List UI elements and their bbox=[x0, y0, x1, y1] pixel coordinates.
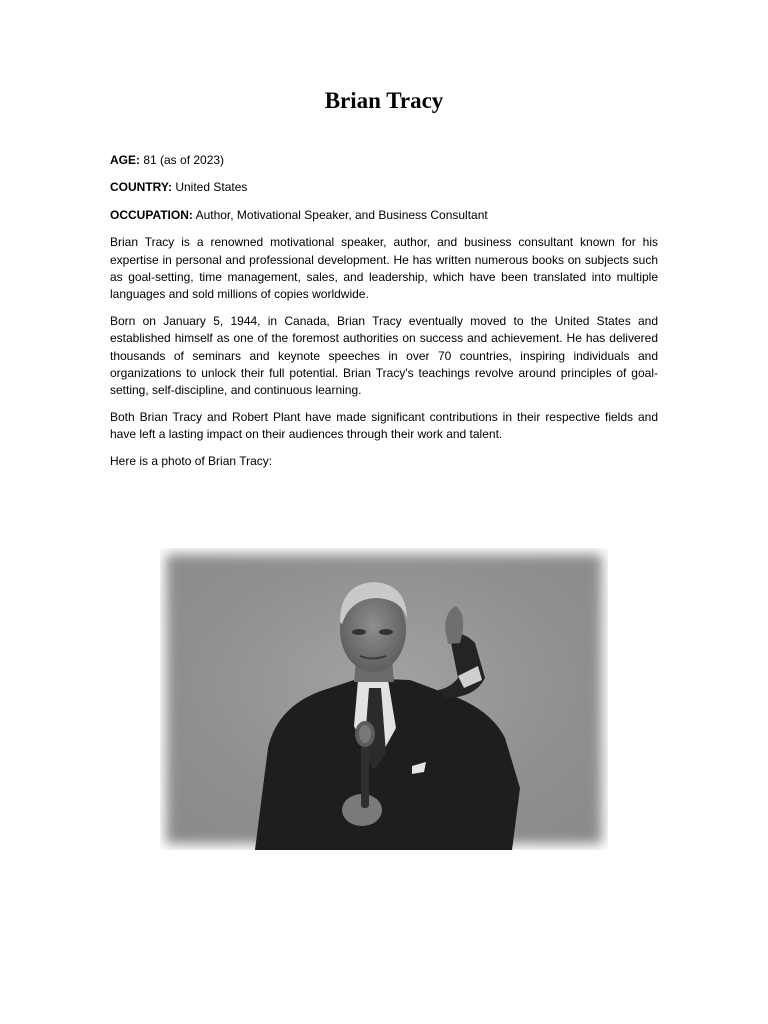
country-label: COUNTRY: bbox=[110, 180, 172, 195]
document-body bbox=[110, 152, 658, 479]
speaker-photo bbox=[160, 548, 608, 850]
country-field bbox=[110, 179, 658, 196]
occupation-label: OCCUPATION: bbox=[110, 207, 193, 222]
occupation-value: Author, Motivational Speaker, and Business Consultant bbox=[192, 207, 488, 222]
age-label: AGE: bbox=[110, 153, 140, 167]
occupation-field bbox=[110, 207, 658, 224]
person-photo-icon bbox=[160, 548, 608, 850]
bio-paragraph-1: Brian Tracy is a renowned motivational speaker, author, and business consultant known for his expertise in personal and professional development. He has written numerous books on subjects such as goal-setting, time management, sales, and leadership, which have been translated into multiple languages and sold millions of copies worldwide. bbox=[110, 235, 658, 302]
bio-paragraph-2: Born on January 5, 1944, in Canada, Brian Tracy eventually moved to the United States and established himself as one of the foremost authorities on success and achievement. He has delivered thousands of seminars and keynote speeches in over 70 countries, inspiring individuals and organizations to unlock their full potential. Brian Tracy's teachings revolve around principles of goal-setting, self-discipline, and continuous learning. bbox=[110, 313, 658, 398]
country-value: United States bbox=[172, 180, 248, 195]
photo-caption: Here is a photo of Brian Tracy: bbox=[110, 453, 273, 468]
age-value: 81 (as of 2023) bbox=[140, 153, 225, 167]
bio-paragraph-3: Both Brian Tracy and Robert Plant have made significant contributions in their respective fields and have left a lasting impact on their audiences through their work and talent. bbox=[110, 409, 658, 442]
page-title: Brian Tracy bbox=[324, 88, 444, 113]
age-field bbox=[110, 152, 658, 169]
